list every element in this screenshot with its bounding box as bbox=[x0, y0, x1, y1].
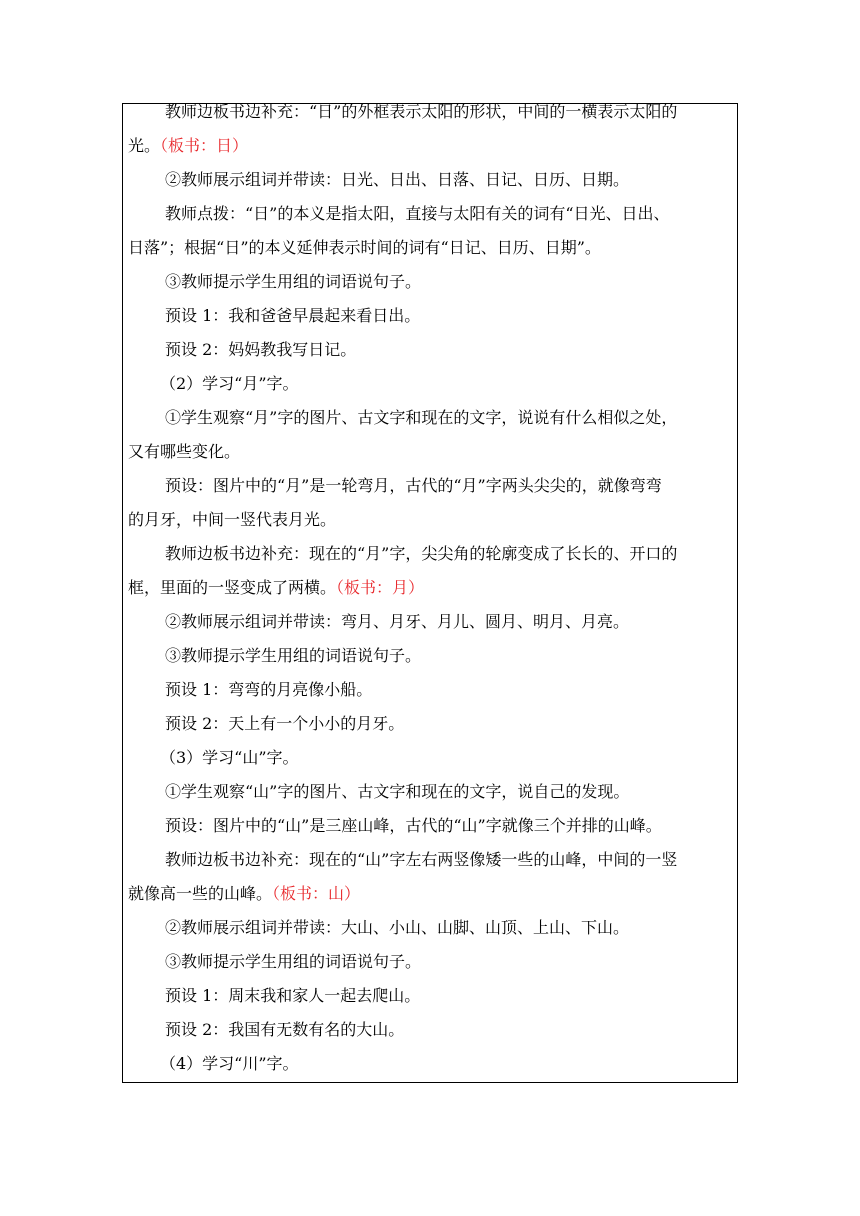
line-text: 教师边板书边补充：现在的“月”字，尖尖角的轮廓变成了长长的、开口的 bbox=[165, 544, 678, 563]
line-text: ②教师展示组词并带读：日光、日出、日落、日记、日历、日期。 bbox=[165, 170, 630, 189]
board-note: （板书：日） bbox=[160, 136, 249, 155]
text-line bbox=[165, 612, 629, 632]
line-text: 预设 2：天上有一个小小的月牙。 bbox=[165, 714, 405, 733]
line-text: ③教师提示学生用组的词语说句子。 bbox=[165, 646, 422, 665]
line-text: 框，里面的一竖变成了两横。 bbox=[128, 578, 337, 597]
line-text: 教师边板书边补充：“日”的外框表示太阳的形状，中间的一横表示太阳的 bbox=[165, 102, 678, 121]
line-text: 教师边板书边补充：现在的“山”字左右两竖像矮一些的山峰，中间的一竖 bbox=[165, 850, 678, 869]
text-line bbox=[128, 238, 601, 258]
text-line bbox=[160, 748, 299, 768]
text-line bbox=[128, 442, 240, 462]
line-text: 的月牙，中间一竖代表月光。 bbox=[128, 510, 337, 529]
text-line bbox=[165, 102, 677, 122]
line-text: 预设：图片中的“山”是三座山峰，古代的“山”字就像三个并排的山峰。 bbox=[165, 816, 662, 835]
line-text: ③教师提示学生用组的词语说句子。 bbox=[165, 952, 422, 971]
text-line bbox=[165, 816, 662, 836]
text-line bbox=[160, 374, 299, 394]
text-line bbox=[165, 204, 670, 224]
text-line bbox=[128, 136, 248, 156]
line-text: （4）学习“川”字。 bbox=[160, 1054, 299, 1073]
text-line bbox=[165, 170, 629, 190]
text-line bbox=[165, 918, 629, 938]
text-line bbox=[165, 1020, 404, 1040]
line-text: 教师点拨：“日”的本义是指太阳，直接与太阳有关的词有“日光、日出、 bbox=[165, 204, 670, 223]
line-text: （3）学习“山”字。 bbox=[160, 748, 299, 767]
text-line bbox=[165, 714, 404, 734]
line-text: 预设 2：妈妈教我写日记。 bbox=[165, 340, 357, 359]
text-line bbox=[165, 476, 662, 496]
text-line bbox=[165, 850, 677, 870]
text-line bbox=[128, 884, 360, 904]
line-text: （2）学习“月”字。 bbox=[160, 374, 299, 393]
text-line bbox=[165, 680, 372, 700]
text-line bbox=[165, 782, 629, 802]
text-line bbox=[165, 646, 421, 666]
text-line bbox=[128, 510, 336, 530]
text-line bbox=[165, 544, 677, 564]
text-line bbox=[165, 306, 420, 326]
line-text: 光。 bbox=[128, 136, 161, 155]
text-line bbox=[165, 952, 421, 972]
line-text: 预设 1：我和爸爸早晨起来看日出。 bbox=[165, 306, 421, 325]
text-line bbox=[128, 578, 424, 598]
text-line bbox=[160, 1054, 299, 1074]
line-text: 预设：图片中的“月”是一轮弯月，古代的“月”字两头尖尖的，就像弯弯 bbox=[165, 476, 662, 495]
text-line bbox=[165, 408, 677, 428]
line-text: 就像高一些的山峰。 bbox=[128, 884, 273, 903]
line-text: ②教师展示组词并带读：弯月、月牙、月儿、圆月、明月、月亮。 bbox=[165, 612, 630, 631]
board-note: （板书：月） bbox=[336, 578, 425, 597]
line-text: ③教师提示学生用组的词语说句子。 bbox=[165, 272, 422, 291]
line-text: 又有哪些变化。 bbox=[128, 442, 241, 461]
text-line bbox=[165, 340, 356, 360]
text-line bbox=[165, 986, 420, 1006]
line-text: ②教师展示组词并带读：大山、小山、山脚、山顶、上山、下山。 bbox=[165, 918, 630, 937]
line-text: 预设 1：弯弯的月亮像小船。 bbox=[165, 680, 373, 699]
text-line bbox=[165, 272, 421, 292]
line-text: 预设 1：周末我和家人一起去爬山。 bbox=[165, 986, 421, 1005]
line-text: ①学生观察“月”字的图片、古文字和现在的文字，说说有什么相似之处， bbox=[165, 408, 678, 427]
line-text: 日落”；根据“日”的本义延伸表示时间的词有“日记、日历、日期”。 bbox=[128, 238, 601, 257]
board-note: （板书：山） bbox=[272, 884, 361, 903]
line-text: ①学生观察“山”字的图片、古文字和现在的文字，说自己的发现。 bbox=[165, 782, 630, 801]
line-text: 预设 2：我国有无数有名的大山。 bbox=[165, 1020, 405, 1039]
